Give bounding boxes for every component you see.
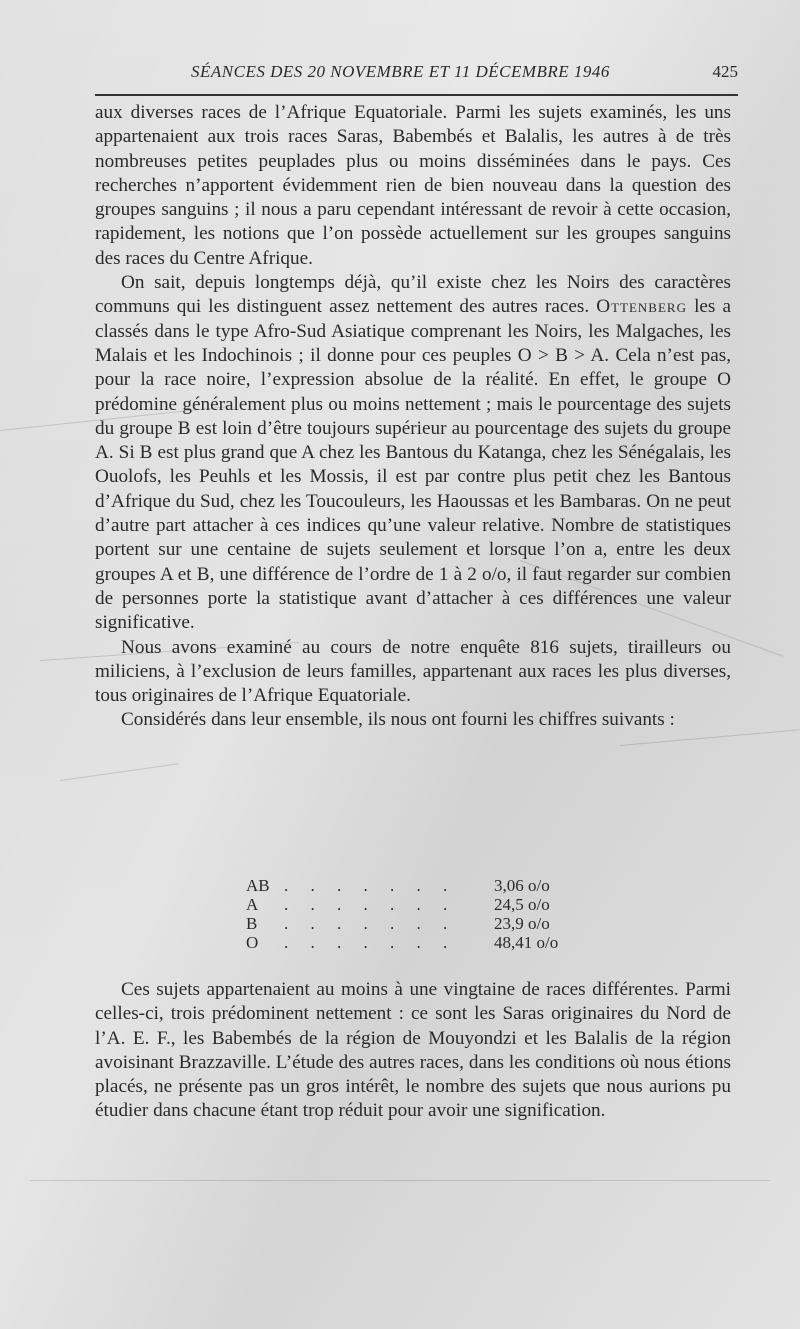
leader-dots: . . . . . . . [284, 933, 457, 952]
author-name: Ottenberg [596, 296, 687, 318]
blood-group-label: AB [246, 876, 270, 895]
percentage-value: 23,9 o/o [494, 914, 550, 933]
table-row [246, 895, 596, 914]
leader-dots: . . . . . . . [284, 914, 457, 933]
blood-group-label: O [246, 933, 259, 952]
blood-group-table [246, 876, 596, 952]
paragraph [95, 101, 731, 271]
blood-group-label: B [246, 914, 258, 933]
closing-paragraph: Ces sujets appartenaient au moins à une vingtaine de races différentes. Parmi celles-ci, trois prédominent nettement : ce sont les Saras originaires du Nord de l’A. E. F., les Babembés de la région de Mouyondzi et les Balalis de la région avoisinant Brazzaville. L’étude des autres races, dans les conditions où nous étions placés, ne présente pas un gros intérêt, le nombre des sujets que nous aurions pu étudier dans chacune étant trop réduit pour avoir une signification. [95, 979, 731, 1122]
body-text [95, 101, 731, 733]
paper-crease [60, 763, 179, 781]
leader-dots: . . . . . . . [284, 876, 457, 895]
page-number: 425 [712, 62, 738, 81]
paragraph [95, 708, 731, 732]
table-row [246, 933, 596, 952]
percentage-value: 48,41 o/o [494, 933, 559, 952]
leader-dots: . . . . . . . [284, 895, 457, 914]
paragraph-text: Nous avons examiné au cours de notre enquête 816 sujets, tirailleurs ou miliciens, à l’exclusion de leurs familles, appartenant aux races les plus diverses, tous originaires de l’Afrique Equatoriale. [95, 636, 731, 707]
paragraph-text: Considérés dans leur ensemble, ils nous ont fourni les chiffres suivants : [121, 709, 675, 731]
header-rule [95, 94, 738, 96]
percentage-value: 3,06 o/o [494, 876, 550, 895]
running-title: SÉANCES DES 20 NOVEMBRE ET 11 DÉCEMBRE 1946 [191, 62, 610, 81]
blood-group-label: A [246, 895, 259, 914]
percentage-value: 24,5 o/o [494, 895, 550, 914]
table-row [246, 914, 596, 933]
closing-text [95, 978, 731, 1124]
paragraph-text: aux diverses races de l’Afrique Equatoriale. Parmi les sujets examinés, les uns appartenaient aux trois races Saras, Babembés et Balalis, les autres à de très nombreuses petites peuplades plus ou moins disséminées dans le pays. Ces recherches n’apportent évidemment rien de bien nouveau dans la question des groupes sanguins ; il nous a paru cependant intéressant de revoir à cette occasion, rapidement, les notions que l’on possède actuellement sur les groupes sanguins des races du Centre Afrique. [95, 102, 731, 269]
paragraph-text: On sait, depuis longtemps déjà, qu’il existe chez les Noirs des caractères communs qui les distinguent assez nettement des autres races. [95, 272, 731, 318]
table-row [246, 876, 596, 895]
running-head [95, 62, 738, 86]
paper-crease [30, 1180, 770, 1181]
paragraph [95, 271, 731, 635]
paragraph [95, 636, 731, 709]
paragraph-text: les a classés dans le type Afro-Sud Asiatique comprenant les Noirs, les Malgaches, les Malais et les Indochinois ; il donne pour ces peuples O > B > A. Cela n’est pas, pour la race noire, l’expression absolue de la réalité. En effet, le groupe O prédomine généralement plus ou moins nettement ; mais le pourcentage des sujets du groupe B est loin d’être toujours supérieur au pourcentage des sujets du groupe A. Si B est plus grand que A chez les Bantous du Katanga, chez les Sénégalais, les Ouolofs, les Peuhls et les Mossis, il est par contre plus petit chez les Bantous d’Afrique du Sud, chez les Toucouleurs, les Haoussas et les Bambaras. On ne peut d’autre part attacher à ces indices qu’une valeur relative. Nombre de statistiques portent sur une centaine de sujets seulement et lorsque l’on a, entre les deux groupes A et B, une différence de l’ordre de 1 à 2 o/o, il faut regarder sur combien de personnes porte la statistique avant d’attacher à ces différences une valeur significative. [95, 296, 731, 634]
